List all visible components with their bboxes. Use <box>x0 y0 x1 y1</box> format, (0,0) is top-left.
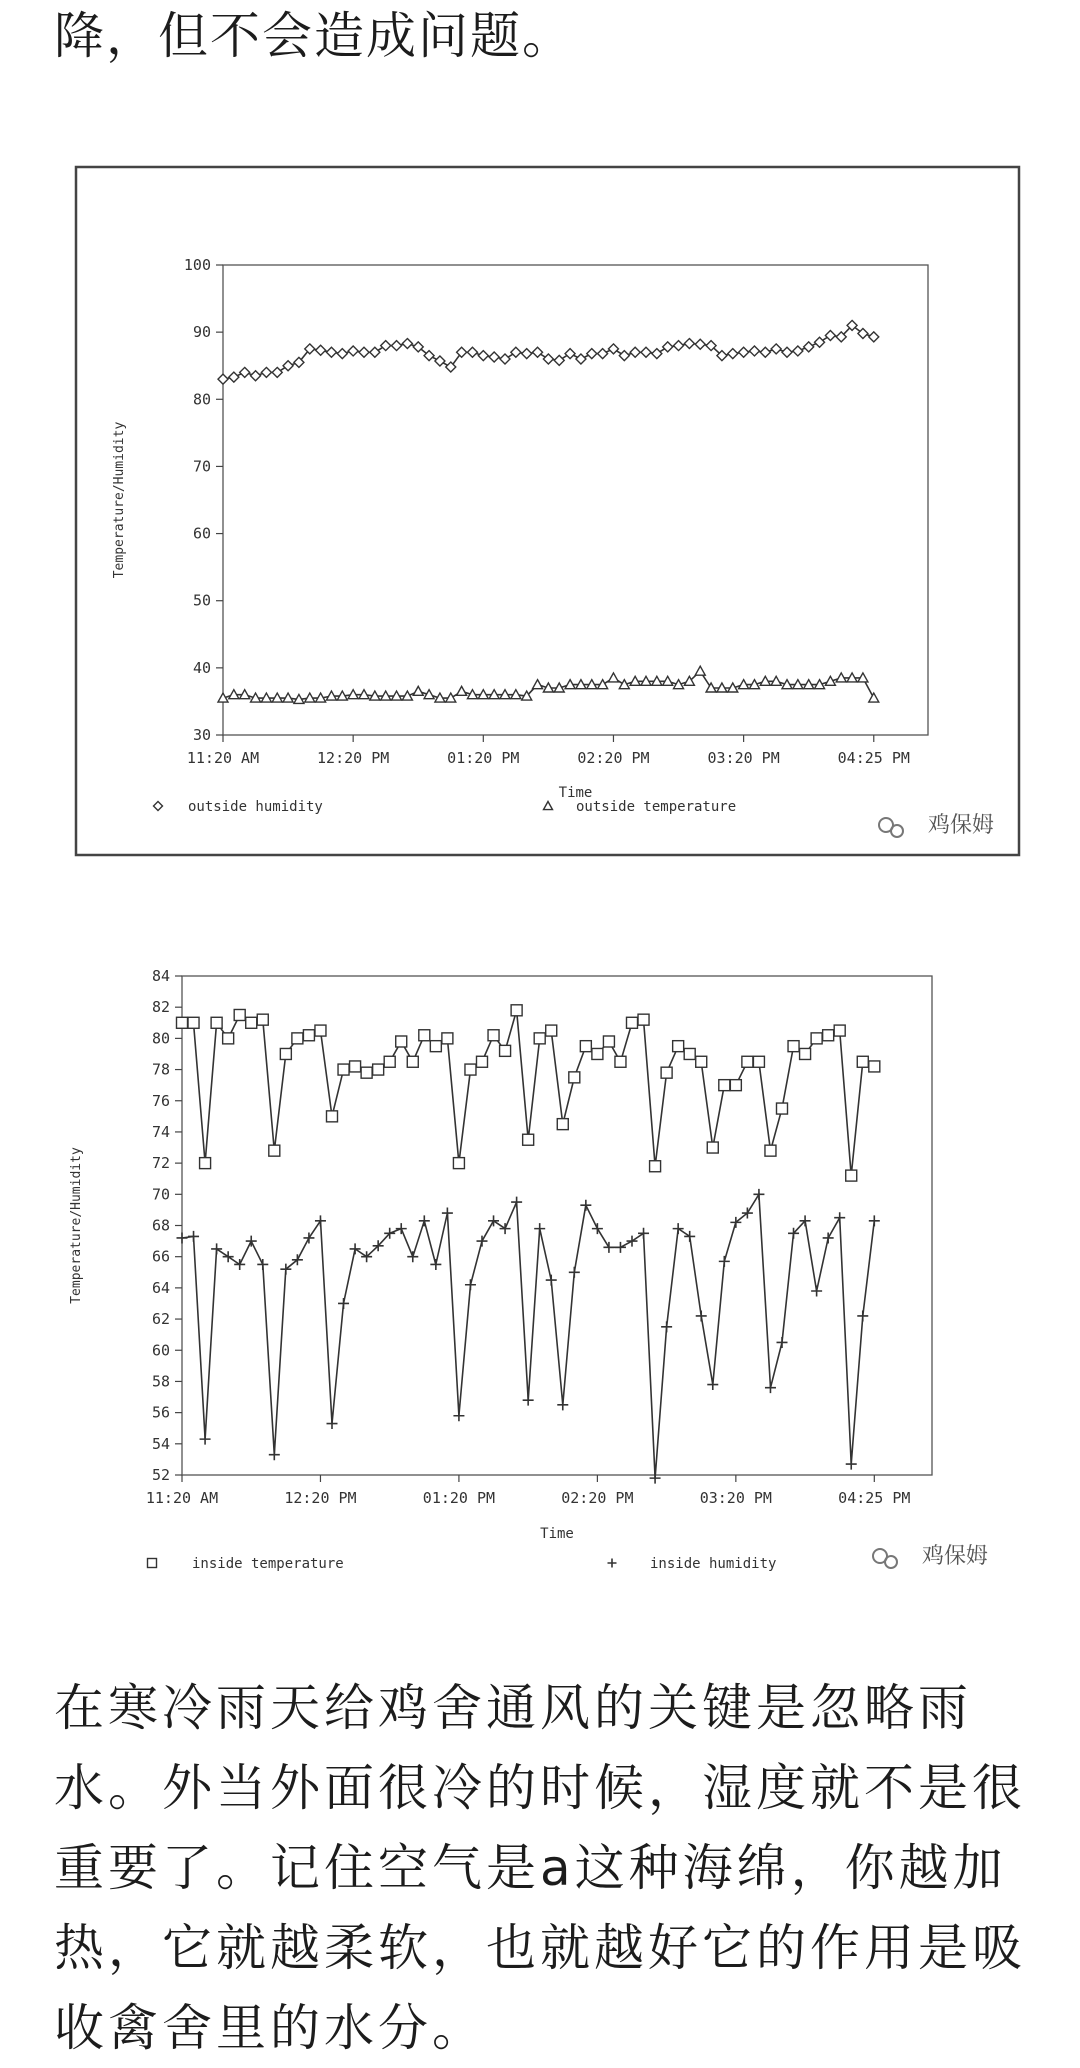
data-point-square <box>373 1064 384 1075</box>
y-tick-label: 72 <box>151 1154 170 1173</box>
data-point-square <box>396 1036 407 1047</box>
y-tick-label: 90 <box>192 323 211 342</box>
data-point-square <box>707 1142 718 1153</box>
watermark-text: 鸡保姆 <box>928 813 995 838</box>
x-tick-label: 02:20 PM <box>577 749 650 767</box>
data-point-square <box>846 1170 857 1181</box>
data-point-plus <box>603 1242 614 1253</box>
y-tick-label: 78 <box>151 1060 170 1079</box>
data-point-plus <box>638 1228 649 1239</box>
data-point-plus <box>523 1395 534 1406</box>
y-tick-label: 68 <box>151 1216 170 1235</box>
data-point-square <box>569 1072 580 1083</box>
data-point-square <box>580 1041 591 1052</box>
y-tick-label: 76 <box>151 1091 170 1110</box>
data-point-square <box>488 1030 499 1041</box>
data-point-square <box>788 1041 799 1052</box>
y-tick-label: 64 <box>151 1278 170 1297</box>
data-point-square <box>765 1145 776 1156</box>
data-point-plus <box>407 1251 418 1262</box>
y-tick-label: 52 <box>151 1466 170 1484</box>
y-tick-label: 50 <box>192 591 211 610</box>
data-point-plus <box>327 1418 338 1429</box>
data-point-plus <box>673 1223 684 1234</box>
y-tick-label: 80 <box>151 1029 170 1048</box>
y-tick-label: 74 <box>151 1122 170 1141</box>
data-point-plus <box>707 1379 718 1390</box>
data-point-plus <box>869 1215 880 1226</box>
data-point-square <box>523 1134 534 1145</box>
x-tick-label: 01:20 PM <box>422 1489 496 1507</box>
data-point-square <box>303 1030 314 1041</box>
y-tick-label: 60 <box>192 524 211 543</box>
data-point-plus <box>511 1197 522 1208</box>
data-point-plus <box>823 1232 834 1243</box>
data-point-plus <box>753 1189 764 1200</box>
data-point-square <box>211 1017 222 1028</box>
data-point-plus <box>350 1243 361 1254</box>
data-point-square <box>361 1067 372 1078</box>
data-point-plus <box>627 1236 638 1247</box>
data-point-plus <box>811 1285 822 1296</box>
data-point-square <box>742 1056 753 1067</box>
data-point-plus <box>546 1275 557 1286</box>
data-point-square <box>511 1005 522 1016</box>
data-point-plus <box>592 1223 603 1234</box>
plot-area-frame <box>182 976 932 1475</box>
data-point-square <box>177 1017 188 1028</box>
data-point-plus <box>477 1236 488 1247</box>
data-point-plus <box>846 1459 857 1470</box>
data-point-plus <box>188 1231 199 1242</box>
data-point-square <box>869 1061 880 1072</box>
outside-chart-svg <box>58 155 1028 865</box>
y-tick-label: 100 <box>183 256 211 274</box>
data-point-square <box>280 1048 291 1059</box>
y-tick-label: 60 <box>151 1341 170 1360</box>
data-point-square <box>234 1009 245 1020</box>
y-tick-label: 40 <box>192 658 211 677</box>
data-point-plus <box>684 1231 695 1242</box>
x-tick-label: 11:20 AM <box>186 749 260 767</box>
data-point-plus <box>234 1259 245 1270</box>
data-point-square <box>442 1033 453 1044</box>
x-axis-label: Time <box>558 785 593 801</box>
data-point-plus <box>696 1310 707 1321</box>
y-tick-label: 58 <box>151 1372 170 1391</box>
data-point-plus <box>569 1267 580 1278</box>
data-point-square <box>338 1064 349 1075</box>
data-point-plus <box>303 1232 314 1243</box>
series-line-plus <box>182 1194 874 1478</box>
watermark-logo-icon <box>873 1549 897 1568</box>
data-point-plus <box>419 1215 430 1226</box>
x-tick-label: 02:20 PM <box>561 1489 634 1507</box>
y-tick-label: 56 <box>151 1403 170 1422</box>
data-point-square <box>188 1017 199 1028</box>
data-point-plus <box>650 1473 661 1484</box>
data-point-plus <box>834 1212 845 1223</box>
legend-label: outside temperature <box>576 799 737 815</box>
data-point-square <box>684 1048 695 1059</box>
y-axis-label: Temperature/Humidity <box>112 421 127 579</box>
x-tick-label: 11:20 AM <box>145 1489 219 1507</box>
data-point-plus <box>765 1382 776 1393</box>
data-point-square <box>246 1017 257 1028</box>
y-tick-label: 80 <box>192 390 211 409</box>
data-point-square <box>350 1061 361 1072</box>
data-point-square <box>638 1014 649 1025</box>
inside-chart-svg <box>52 948 1032 1608</box>
y-tick-label: 66 <box>151 1247 170 1266</box>
y-tick-label: 70 <box>151 1185 170 1204</box>
data-point-plus <box>661 1321 672 1332</box>
data-point-square <box>500 1045 511 1056</box>
watermark-text: 鸡保姆 <box>922 1544 989 1569</box>
y-tick-label: 70 <box>192 457 211 476</box>
data-point-plus <box>465 1279 476 1290</box>
data-point-square <box>730 1080 741 1091</box>
data-point-square <box>546 1025 557 1036</box>
data-point-plus <box>857 1310 868 1321</box>
data-point-square <box>292 1033 303 1044</box>
y-tick-label: 84 <box>151 967 170 985</box>
x-tick-label: 03:20 PM <box>699 1489 772 1507</box>
data-point-square <box>430 1041 441 1052</box>
data-point-plus <box>396 1223 407 1234</box>
x-tick-label: 04:25 PM <box>838 1489 911 1507</box>
outside-climate-chart <box>58 155 1028 865</box>
data-point-plus <box>534 1223 545 1234</box>
intro-text: 降，但不会造成问题。 <box>54 7 574 65</box>
y-tick-label: 54 <box>151 1434 170 1453</box>
data-point-square <box>777 1103 788 1114</box>
y-axis-label: Temperature/Humidity <box>69 1147 84 1304</box>
data-point-plus <box>257 1259 268 1270</box>
data-point-square <box>696 1056 707 1067</box>
x-tick-label: 01:20 PM <box>447 749 520 767</box>
data-point-square <box>673 1041 684 1052</box>
data-point-square <box>857 1056 868 1067</box>
data-point-square <box>419 1030 430 1041</box>
data-point-square <box>477 1056 488 1067</box>
data-point-square <box>465 1064 476 1075</box>
legend-marker <box>148 1559 157 1568</box>
data-point-square <box>315 1025 326 1036</box>
data-point-square <box>615 1056 626 1067</box>
data-point-plus <box>442 1208 453 1219</box>
data-point-plus <box>615 1242 626 1253</box>
x-tick-label: 03:20 PM <box>707 749 780 767</box>
y-tick-label: 82 <box>151 998 170 1017</box>
data-point-square <box>384 1056 395 1067</box>
data-point-plus <box>777 1337 788 1348</box>
data-point-square <box>800 1048 811 1059</box>
data-point-plus <box>557 1399 568 1410</box>
data-point-square <box>811 1033 822 1044</box>
data-point-plus <box>430 1259 441 1270</box>
data-point-plus <box>580 1200 591 1211</box>
x-tick-label: 12:20 PM <box>317 749 390 767</box>
data-point-plus <box>315 1215 326 1226</box>
data-point-plus <box>223 1251 234 1262</box>
data-point-square <box>257 1014 268 1025</box>
y-tick-label: 30 <box>192 726 211 744</box>
data-point-square <box>823 1030 834 1041</box>
data-point-square <box>719 1080 730 1091</box>
data-point-square <box>627 1017 638 1028</box>
data-point-square <box>269 1145 280 1156</box>
data-point-square <box>327 1111 338 1122</box>
data-point-square <box>200 1158 211 1169</box>
data-point-square <box>603 1036 614 1047</box>
data-point-square <box>650 1161 661 1172</box>
data-point-plus <box>269 1449 280 1460</box>
data-point-square <box>753 1056 764 1067</box>
inside-climate-chart <box>52 948 1032 1608</box>
data-point-plus <box>500 1223 511 1234</box>
body-paragraph: 在寒冷雨天给鸡舍通风的关键是忽略雨水。外当外面很冷的时候，湿度就不是很重要了。记住空气是a这种海绵，你越加热，它就越柔软，也就越好它的作用是吸收禽舍里的水分。 <box>54 1679 1026 2057</box>
y-tick-label: 62 <box>151 1310 170 1329</box>
legend-label: outside humidity <box>188 799 323 815</box>
data-point-square <box>223 1033 234 1044</box>
x-tick-label: 04:25 PM <box>837 749 910 767</box>
data-point-square <box>592 1048 603 1059</box>
data-point-plus <box>246 1236 257 1247</box>
legend-marker <box>608 1559 617 1568</box>
data-point-plus <box>211 1243 222 1254</box>
data-point-square <box>661 1067 672 1078</box>
data-point-plus <box>338 1298 349 1309</box>
legend-label: inside humidity <box>650 1556 777 1572</box>
data-point-plus <box>200 1434 211 1445</box>
x-tick-label: 12:20 PM <box>284 1489 357 1507</box>
data-point-square <box>534 1033 545 1044</box>
data-point-square <box>453 1158 464 1169</box>
data-point-square <box>557 1119 568 1130</box>
x-axis-label: Time <box>540 1526 574 1542</box>
data-point-square <box>834 1025 845 1036</box>
data-point-plus <box>453 1410 464 1421</box>
legend-label: inside temperature <box>192 1556 344 1572</box>
data-point-square <box>407 1056 418 1067</box>
data-point-plus <box>488 1215 499 1226</box>
data-point-plus <box>719 1256 730 1267</box>
data-point-plus <box>177 1232 188 1243</box>
